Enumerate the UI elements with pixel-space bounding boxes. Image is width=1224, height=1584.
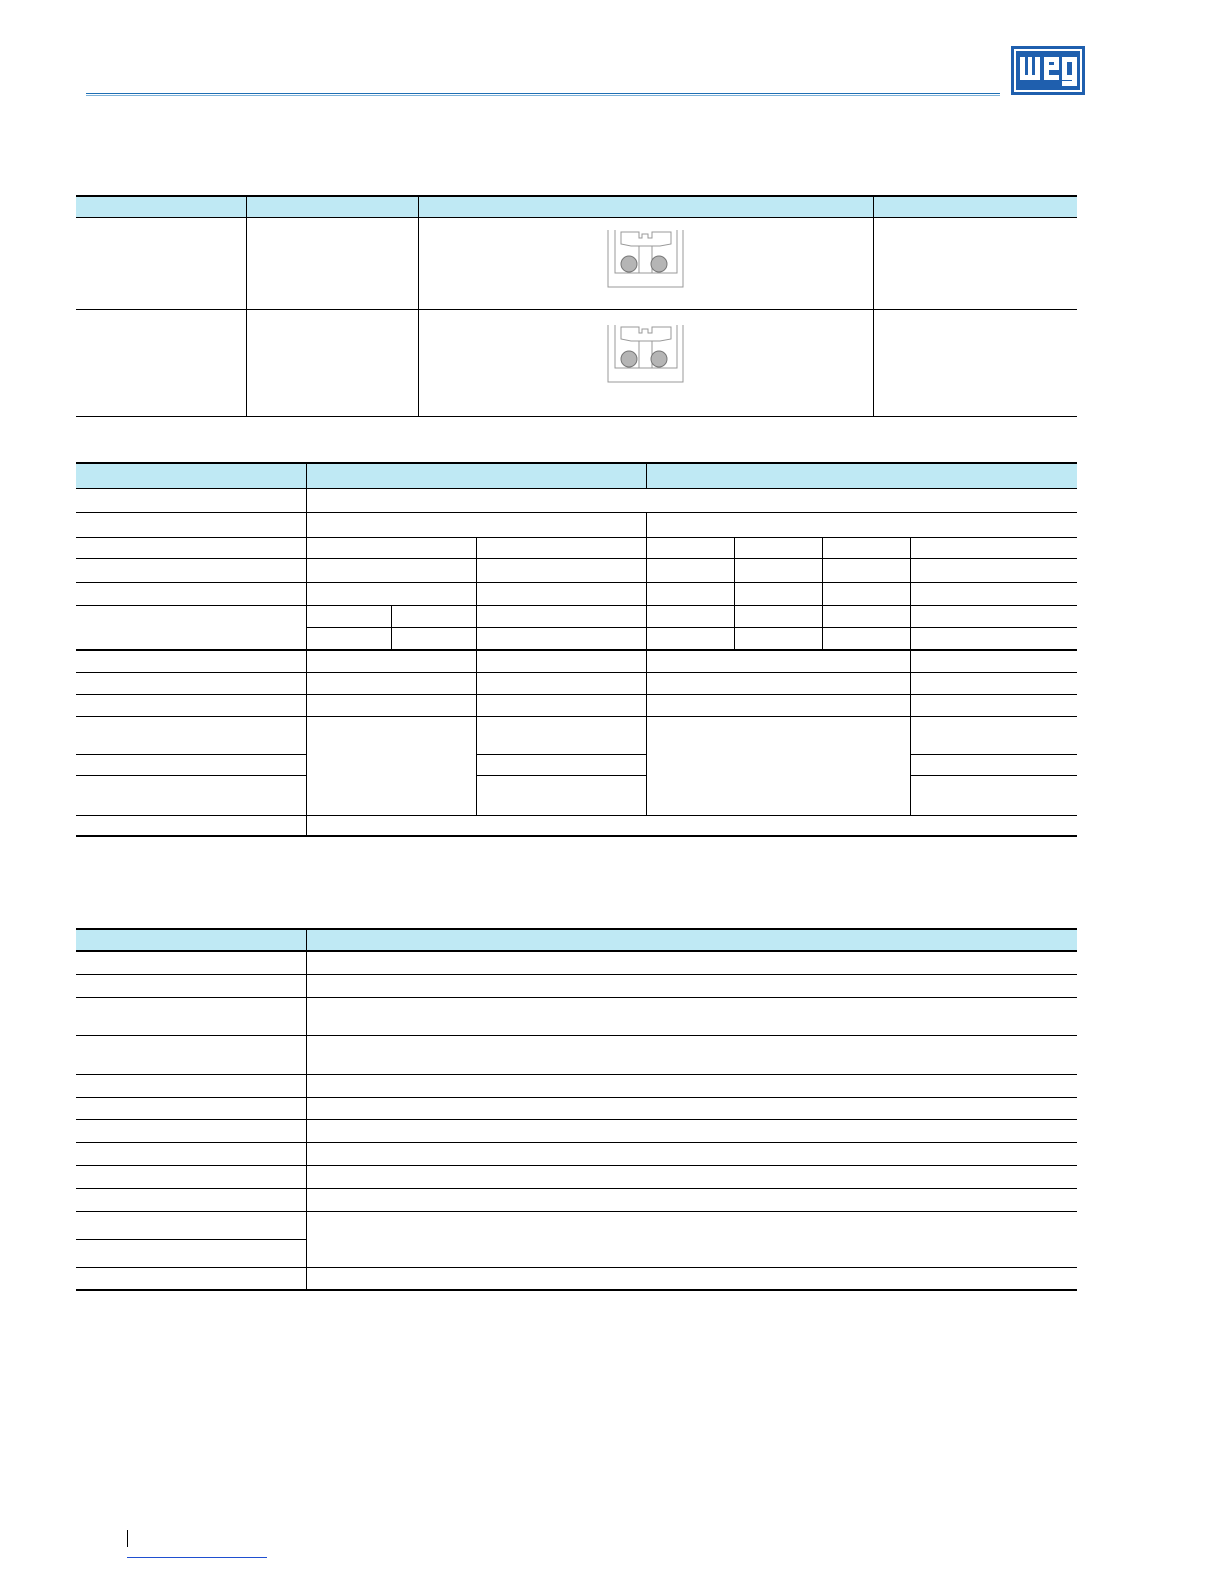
table2-header-1: [76, 463, 306, 488]
table3-cell: [76, 1074, 306, 1097]
table1-diagram-cell: [418, 309, 873, 416]
table-3: [76, 928, 1077, 1291]
table2-cell: [76, 650, 306, 672]
table2-cell: [646, 650, 910, 672]
table2-cell: [76, 672, 306, 694]
table2-cell: [910, 537, 1077, 558]
table2-cell: [306, 558, 476, 582]
table3-cell: [306, 1142, 1077, 1165]
table3-cell: [76, 1165, 306, 1188]
table3-cell: [306, 974, 1077, 997]
table2-cell: [76, 605, 306, 650]
table2-cell: [910, 754, 1077, 775]
table2-cell: [306, 627, 391, 650]
table-row: [76, 997, 1077, 1035]
table2-cell: [476, 754, 646, 775]
table2-cell: [391, 605, 476, 627]
table-row: [76, 650, 1077, 672]
table2-cell: [76, 512, 306, 537]
table3-cell: [76, 1142, 306, 1165]
table2-cell: [646, 512, 1077, 537]
table3-cell: [306, 1267, 1077, 1290]
header-rule: [86, 93, 1000, 96]
table1-cell: [246, 217, 418, 309]
table-row: [76, 1097, 1077, 1119]
table-row: [76, 775, 1077, 815]
table2-cell: [476, 650, 646, 672]
table2-cell: [306, 582, 476, 605]
table2-cell: [910, 582, 1077, 605]
table2-cell: [910, 627, 1077, 650]
terminal-block-diagram: [607, 325, 685, 385]
weg-logo: [1011, 46, 1085, 95]
table-row: [76, 815, 1077, 836]
table3-cell: [76, 1188, 306, 1211]
table-row: [76, 716, 1077, 754]
table1-header-3: [418, 196, 873, 217]
table3-cell: [76, 1119, 306, 1142]
table2-cell: [76, 815, 306, 836]
table2-cell: [910, 605, 1077, 627]
table2-cell: [476, 558, 646, 582]
table2-cell: [306, 716, 476, 815]
table3-cell: [306, 951, 1077, 974]
table2-cell: [76, 754, 306, 775]
table3-header-1: [76, 929, 306, 951]
table3-cell: [76, 1097, 306, 1119]
table-row: [76, 582, 1077, 605]
table2-cell: [76, 582, 306, 605]
table3-header-2: [306, 929, 1077, 951]
table2-cell: [646, 627, 734, 650]
table-row: [76, 694, 1077, 716]
table2-cell: [910, 716, 1077, 754]
table3-cell: [306, 997, 1077, 1035]
table2-cell: [476, 627, 646, 650]
table2-cell: [822, 627, 910, 650]
table2-cell: [306, 605, 391, 627]
footer-divider: [127, 1530, 128, 1547]
table2-cell: [910, 558, 1077, 582]
table2-cell: [306, 537, 476, 558]
table2-cell: [306, 672, 476, 694]
table2-cell: [476, 716, 646, 754]
table-row: [76, 1211, 1077, 1239]
table3-cell: [76, 1239, 306, 1267]
footer-link-underline[interactable]: [127, 1557, 267, 1558]
table3-cell: [306, 1097, 1077, 1119]
table2-cell: [76, 537, 306, 558]
table2-cell: [76, 488, 306, 512]
table-row: [76, 488, 1077, 512]
table-2: [76, 462, 1077, 837]
table2-cell: [646, 537, 734, 558]
table-row: [76, 537, 1077, 558]
table1-cell: [76, 309, 246, 416]
table2-cell: [76, 694, 306, 716]
table2-cell: [910, 672, 1077, 694]
table2-cell: [476, 537, 646, 558]
table2-cell: [910, 694, 1077, 716]
table2-cell: [646, 558, 734, 582]
table1-cell: [76, 217, 246, 309]
table2-cell: [476, 775, 646, 815]
table-row: [76, 951, 1077, 974]
table2-cell: [476, 672, 646, 694]
table-row: [76, 754, 1077, 775]
table2-cell: [306, 650, 476, 672]
table3-cell: [306, 1119, 1077, 1142]
table2-cell: [476, 582, 646, 605]
table-row: [76, 1119, 1077, 1142]
table2-cell: [476, 694, 646, 716]
table2-cell: [476, 605, 646, 627]
table2-cell: [910, 650, 1077, 672]
table2-cell: [822, 558, 910, 582]
table-row: [76, 1188, 1077, 1211]
table3-cell: [76, 1267, 306, 1290]
table2-cell: [646, 582, 734, 605]
table-row: [76, 1142, 1077, 1165]
table2-cell: [822, 605, 910, 627]
table-row: [76, 1074, 1077, 1097]
table1-diagram-cell: [418, 217, 873, 309]
table2-cell: [306, 488, 1077, 512]
table2-cell: [646, 716, 910, 815]
table3-cell: [306, 1074, 1077, 1097]
table2-cell: [734, 627, 822, 650]
table2-cell: [76, 558, 306, 582]
table1-cell: [873, 309, 1077, 416]
table-row: [76, 217, 1077, 309]
table2-cell: [822, 582, 910, 605]
table-row: [76, 605, 1077, 627]
table2-cell: [306, 694, 476, 716]
table2-header-2: [306, 463, 646, 488]
table-row: [76, 1165, 1077, 1188]
table3-cell: [76, 951, 306, 974]
table2-cell: [910, 775, 1077, 815]
table2-cell: [306, 815, 1077, 836]
table1-cell: [873, 217, 1077, 309]
table3-cell: [306, 1211, 1077, 1267]
table2-cell: [646, 605, 734, 627]
terminal-block-diagram: [607, 230, 685, 290]
table3-cell: [306, 1165, 1077, 1188]
table-row: [76, 558, 1077, 582]
table3-cell: [76, 997, 306, 1035]
table2-cell: [76, 775, 306, 815]
table-row: [76, 672, 1077, 694]
table-row: [76, 974, 1077, 997]
table-row: [76, 1267, 1077, 1290]
table3-cell: [76, 1211, 306, 1239]
table2-cell: [734, 558, 822, 582]
table1-header-4: [873, 196, 1077, 217]
table2-header-3: [646, 463, 1077, 488]
table2-cell: [822, 537, 910, 558]
table3-cell: [76, 974, 306, 997]
table2-cell: [76, 716, 306, 754]
table-1: [76, 195, 1077, 417]
table-row: [76, 1035, 1077, 1074]
table2-cell: [734, 605, 822, 627]
table-row: [76, 512, 1077, 537]
table1-header-1: [76, 196, 246, 217]
table2-cell: [391, 627, 476, 650]
table2-cell: [734, 537, 822, 558]
table-row: [76, 309, 1077, 416]
table1-header-2: [246, 196, 418, 217]
table2-cell: [734, 582, 822, 605]
table2-cell: [646, 694, 910, 716]
table2-cell: [306, 512, 646, 537]
table2-cell: [646, 672, 910, 694]
table3-cell: [306, 1035, 1077, 1074]
table1-cell: [246, 309, 418, 416]
table3-cell: [306, 1188, 1077, 1211]
table3-cell: [76, 1035, 306, 1074]
